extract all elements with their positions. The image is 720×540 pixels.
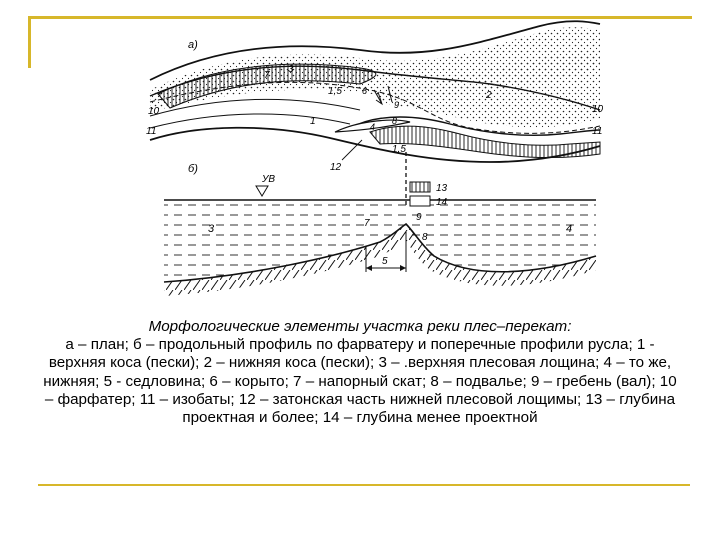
uv-marker	[256, 186, 268, 196]
label-9-plan: 9	[394, 100, 400, 110]
profile-view	[164, 152, 596, 296]
plan-view	[146, 21, 604, 173]
frame-bottom-rule	[38, 484, 690, 486]
label-11-right: 11	[592, 126, 603, 137]
label-14: 14	[436, 197, 448, 208]
isobath-2	[150, 114, 350, 128]
label-5: 5	[382, 256, 388, 267]
label-13: 13	[436, 183, 448, 194]
legend-box-14	[410, 196, 430, 206]
label-8-plan: 8	[392, 116, 398, 126]
label-9-profile: 9	[416, 212, 422, 223]
river-morphology-figure	[130, 20, 610, 310]
label-panel-a: а)	[188, 39, 198, 51]
label-uv: УВ	[262, 174, 276, 185]
frame-top-rule	[28, 16, 692, 19]
label-10-right: 10	[592, 104, 604, 115]
dim-arrow-right	[400, 265, 406, 271]
caption-body: а – план; б – продольный профиль по фарватеру и поперечные профили русла; 1 - верхняя коса (пески); 2 – нижняя коса (пески); 3 – .верхняя плесовая лощина; 4 – то же, нижняя; 5 - седловина; 6 – корыто; 7 – напорный скат; 8 – подвалье; 9 – гребень (вал); 10 – фарфатер; 11 – изобаты; 12 – затонская часть нижней плесовой лощимы; 13 – глубина проектная и более; 14 – глубина менее проектной	[43, 336, 677, 427]
label-15-lower: 1,5	[392, 144, 406, 155]
label-3-profile: 3	[208, 223, 215, 235]
label-3: 3	[288, 64, 294, 75]
figure-caption	[40, 318, 680, 427]
label-8-profile: 8	[422, 232, 428, 243]
legend-box-13	[410, 182, 430, 192]
label-2: 2	[486, 90, 492, 101]
label-6: 6	[362, 86, 368, 96]
frame-left-rule	[28, 16, 31, 68]
label-12: 12	[330, 162, 342, 173]
label-4-profile: 4	[566, 223, 573, 235]
label-4: 4	[370, 122, 376, 132]
label-10-left: 10	[148, 106, 160, 117]
label-panel-b: б)	[188, 163, 198, 175]
label-7: 7	[264, 70, 270, 81]
label-11-left: 11	[146, 126, 157, 137]
caption-title: Морфологические элементы участка реки плес–перекат:	[148, 318, 572, 335]
label-7-profile: 7	[364, 218, 370, 229]
label-1: 1	[310, 116, 316, 127]
dim-arrow-left	[366, 265, 372, 271]
label-15-upper: 1,5	[328, 86, 342, 97]
